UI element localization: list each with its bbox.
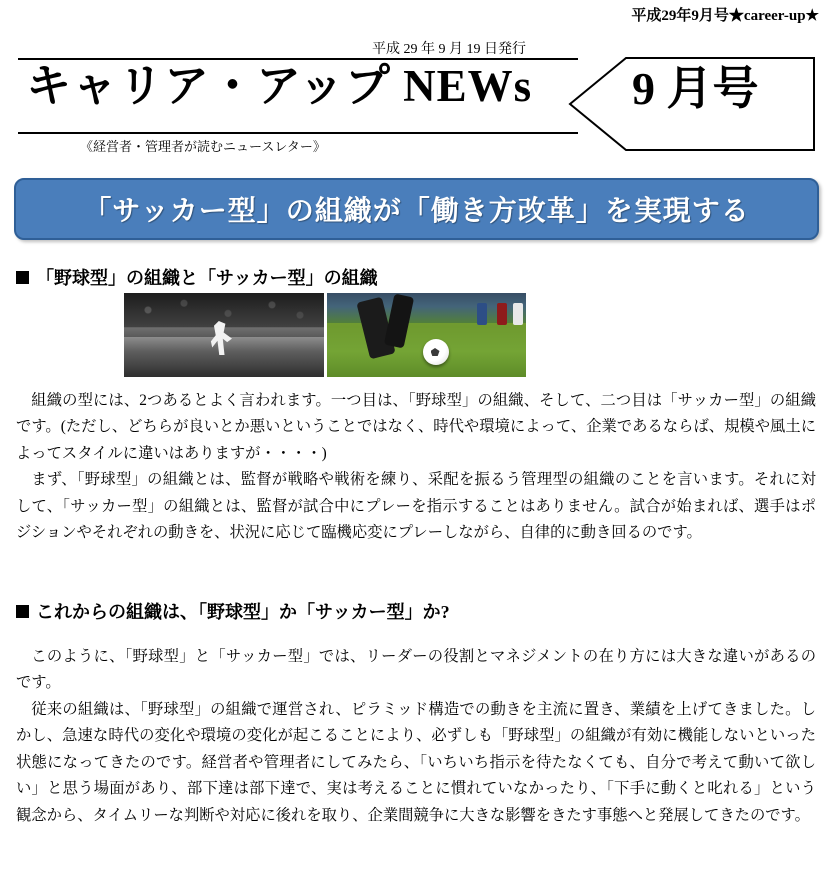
section-1-body bbox=[16, 388, 816, 547]
month-badge-label: 9 月号 bbox=[632, 63, 759, 114]
soccer-player-far-3 bbox=[513, 303, 523, 325]
publication-date: 平成 29 年 9 月 19 日発行 bbox=[372, 42, 526, 57]
baseball-photo bbox=[124, 293, 324, 377]
masthead-rule-bottom bbox=[18, 132, 578, 134]
masthead-subtitle: 《経営者・管理者が読むニュースレター》 bbox=[80, 139, 326, 154]
section-heading-1 bbox=[16, 264, 378, 290]
soccer-player-far-1 bbox=[477, 303, 487, 325]
section-heading-2 bbox=[16, 598, 450, 624]
paragraph: 組織の型には、2つあるとよく言われます。一つ目は、「野球型」の組織、そして、二つ目は「サッカー型」の組織です。(ただし、どちらが良いとか悪いということではなく、時代や環境によって、企業であるならば、規模や風土によってスタイルに違いはありますが・・・・) bbox=[16, 392, 816, 462]
baseball-crowd bbox=[124, 293, 324, 327]
black-square-icon bbox=[16, 605, 29, 618]
black-square-icon bbox=[16, 271, 29, 284]
section-2-body bbox=[16, 644, 816, 829]
soccer-player-far-2 bbox=[497, 303, 507, 325]
photo-row bbox=[124, 293, 526, 377]
masthead-rule-top bbox=[18, 58, 578, 60]
headline-text: 「サッカー型」の組織が「働き方改革」を実現する bbox=[83, 196, 750, 227]
paragraph: まず、「野球型」の組織とは、監督が戦略や戦術を練り、采配を振るう管理型の組織のことを言います。それに対して、「サッカー型」の組織とは、監督が試合中にプレーを指示することはありません。試合が始まれば、選手はポジションやそれぞれの動きを、状況に応じて臨機応変にプレーしながら、自律的に動き回るのです。 bbox=[16, 471, 816, 542]
paragraph: 従来の組織は、「野球型」の組織で運営され、ピラミッド構造での動きを主流に置き、業績を上げてきました。しかし、急速な時代の変化や環境の変化が起こることにより、必ずしも「野球型」の組織が有効に機能しないといった状態になってきたのです。経営者や管理者にしてみたら、「いちいち指示を待たなくても、自分で考えて動いて欲しい」と思う場面があり、部下達は部下達で、実は考えることに慣れていなかったり、「下手に動くと叱れる」という観念から、タイムリーな判断や対応に後れを取り、企業間競争に大きな影響をきたす事態へと発展してきたのです。 bbox=[16, 700, 816, 824]
soccer-photo bbox=[327, 293, 527, 377]
soccer-ball bbox=[423, 339, 449, 365]
paragraph: このように、「野球型」と「サッカー型」では、リーダーの役割とマネジメントの在り方には大きな違いがあるのです。 bbox=[16, 648, 816, 692]
section-heading-2-label: これからの組織は、「野球型」か「サッカー型」か? bbox=[36, 602, 450, 622]
section-heading-1-label: 「野球型」の組織と「サッカー型」の組織 bbox=[36, 268, 378, 288]
masthead-title: キャリア・アップ NEWs bbox=[26, 61, 533, 111]
baseball-mound bbox=[124, 337, 324, 377]
headline-banner bbox=[14, 178, 819, 240]
issue-tag: 平成29年9月号★career-up★ bbox=[631, 8, 819, 24]
